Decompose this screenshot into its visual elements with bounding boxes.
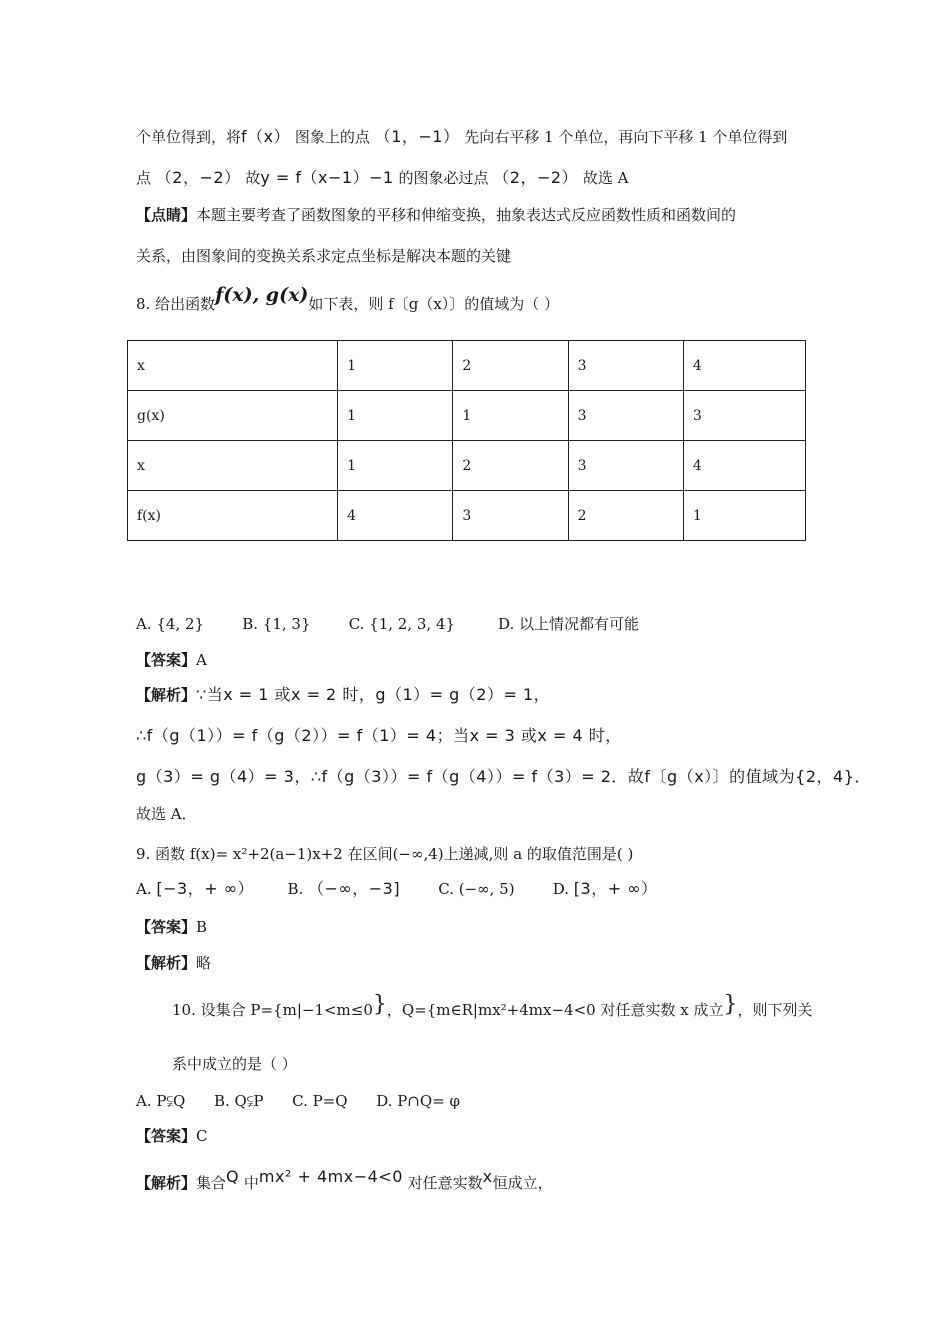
option-a: A. P⫋Q [136,1092,186,1110]
analysis-text: 恒成立， [492,1174,553,1192]
analysis-tag: 【解析】 [136,954,197,972]
analysis-text: 略 [196,954,212,972]
table-cell: 3 [683,391,805,441]
question-8 [136,284,560,315]
analysis-text: 集合 [196,1174,227,1192]
question-10-cont [172,1053,297,1075]
table-cell: 1 [683,491,805,541]
math-expression: （2，−2） [155,168,241,187]
question-text: ，Q={m∈R|mx²+4mx−4<0 对任意实数 x 成立 [386,1001,724,1019]
question-text: ，则下列关 [737,1001,813,1019]
table-cell: 1 [338,441,453,491]
table-cell: 4 [683,441,805,491]
q9-answer [136,916,207,938]
table-row [128,391,806,441]
option-a: [−3，+ ∞） [156,879,255,898]
answer-tag: 【答案】 [136,651,197,669]
table-cell: 4 [683,341,805,391]
table-cell: 3 [568,441,683,491]
table-row [128,341,806,391]
text-segment: 故 [245,169,261,187]
math-expression: f（x） [241,127,291,146]
option-b: B. {1, 3} [242,615,311,633]
text-segment: 图象上的点 [294,128,370,146]
question-text: 9. 函数 f(x)= x²+2(a−1)x+2 在区间(−∞,4)上递减,则 a 的取值范围是( ) [136,845,634,863]
option-d-label: D. [552,880,569,898]
option-d: [3，+ ∞） [573,879,658,898]
table-cell: f(x) [128,491,338,541]
option-a: A. {4, 2} [136,615,205,633]
q8-answer [136,649,207,671]
text-segment: 关系，由图象间的变换关系求定点坐标是解决本题的关键 [136,247,512,265]
answer-tag: 【答案】 [136,918,197,936]
text-line-2 [136,167,628,189]
math-expression: （1，−1） [374,127,460,146]
text-segment: 点 [136,169,152,187]
analysis-text: ∴f（g（1））= f（g（2））= f（1）= 4；当x = 3 或x = 4 时， [136,726,622,745]
table-cell: 2 [453,341,568,391]
question-9 [136,843,633,865]
math-expression: mx² + 4mx−4<0 [258,1167,403,1186]
option-d: D. 以上情况都有可能 [497,615,639,633]
text-segment: 先向右平移 1 个单位，再向下平移 1 个单位得到 [464,128,788,146]
q9-analysis [136,952,211,974]
text-segment: 个单位得到，将 [136,128,242,146]
table-cell: x [128,341,338,391]
q9-options [136,878,658,900]
analysis-text: 对任意实数 [407,1174,483,1192]
table-cell: g(x) [128,391,338,441]
table-cell: 2 [453,441,568,491]
text-segment: 本题主要考查了函数图象的平移和伸缩变换，抽象表达式反应函数性质和函数间的 [196,206,737,224]
question-number: 8. 给出函数 [136,295,216,313]
option-b: （−∞，−3] [308,879,401,898]
q8-analysis-1 [136,684,550,706]
value-table [127,340,806,541]
brace-symbol: } [372,992,387,1017]
q10-analysis [136,1167,553,1194]
q10-answer [136,1125,208,1147]
brace-symbol: } [723,992,738,1017]
table-cell: 4 [338,491,453,541]
text-line-4 [136,245,511,267]
option-b-label: B. [287,880,304,898]
math-symbol: Q [226,1167,240,1186]
math-expression: （2，−2） [493,168,579,187]
math-expression: y = f（x−1）−1 [260,168,394,187]
math-symbol: x [482,1167,493,1186]
analysis-text: g（3）= g（4）= 3，∴f（g（3））= f（g（4））= f（3）= 2．故f〔g（x）〕的值域为{2，4}． [136,767,871,786]
q10-options [136,1090,460,1112]
option-c: C. P=Q [292,1092,348,1110]
question-text: 10. 设集合 P={m|−1<m≤0 [172,1001,373,1019]
table-cell: 2 [568,491,683,541]
option-c: C. {1, 2, 3, 4} [348,615,456,633]
option-b: B. Q⫋P [213,1092,264,1110]
option-c: C. (−∞, 5) [438,880,515,898]
section-tag: 【点睛】 [136,206,197,224]
answer-value: B [196,918,208,936]
q8-analysis-3 [136,766,871,788]
table-row [128,441,806,491]
table-cell: 1 [338,391,453,441]
analysis-text: 故选 A． [136,805,197,823]
table-cell: 3 [568,341,683,391]
q8-options [136,613,639,635]
question-10 [172,992,813,1021]
table-cell: 3 [453,491,568,541]
text-segment: 的图象必过点 [398,169,489,187]
text-line-1 [136,126,787,148]
option-d: D. P∩Q= φ [376,1092,461,1110]
question-text: 系中成立的是（ ） [172,1055,297,1073]
q8-analysis-2 [136,725,622,747]
table-row [128,491,806,541]
analysis-text: 中 [243,1174,259,1192]
text-segment: 故选 A [582,169,629,187]
question-text: 如下表，则 f〔g（x）〕的值域为（ ） [308,295,560,313]
option-a-label: A. [136,880,152,898]
answer-value: A [196,651,207,669]
table-cell: 1 [453,391,568,441]
answer-tag: 【答案】 [136,1127,197,1145]
analysis-tag: 【解析】 [136,1174,197,1192]
analysis-text: ∵当x = 1 或x = 2 时，g（1）= g（2）= 1， [196,685,551,704]
function-names: f(x), g(x) [215,284,309,306]
text-line-3 [136,204,736,226]
table-cell: 1 [338,341,453,391]
table-cell: 3 [568,391,683,441]
q8-analysis-4 [136,803,197,825]
analysis-tag: 【解析】 [136,686,197,704]
answer-value: C [196,1127,208,1145]
table-cell: x [128,441,338,491]
